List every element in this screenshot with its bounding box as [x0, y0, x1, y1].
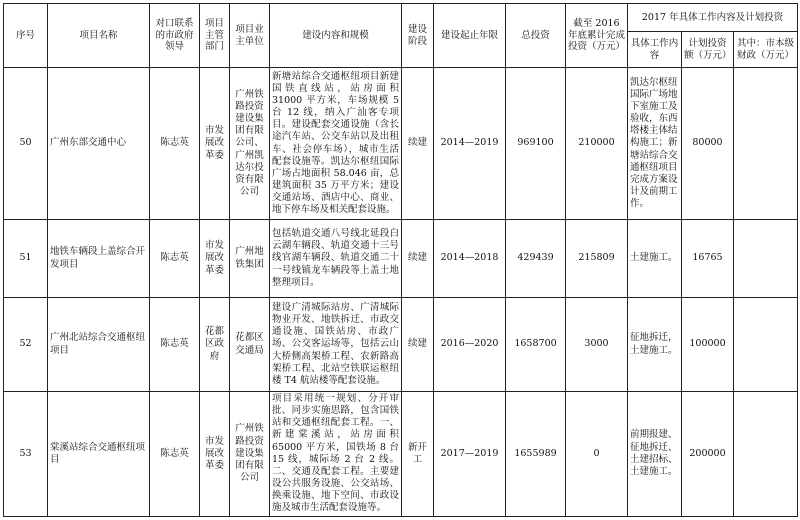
header-plan-group: 2017 年具体工作内容及计划投资: [628, 4, 798, 32]
cell-dept: 市发展改革委: [200, 392, 230, 517]
cell-dept: 花都区政府: [200, 298, 230, 392]
cell-name: 棠溪站综合交通枢纽项目: [48, 392, 150, 517]
cell-owner: 花都区交通局: [230, 298, 270, 392]
cell-name: 广州东部交通中心: [48, 68, 150, 220]
header-plan: 计划投资额（万元）: [682, 32, 734, 68]
cell-owner: 广州地铁集团: [230, 220, 270, 298]
header-row-top: [4, 4, 798, 32]
header-dept: 项目主管部门: [200, 4, 230, 68]
header-content: 建设内容和规模: [270, 4, 402, 68]
project-table: [3, 3, 798, 517]
cell-stage: 续建: [402, 68, 434, 220]
cell-leader: 陈志英: [150, 220, 200, 298]
cell-total: 1655989: [506, 392, 566, 517]
cell-leader: 陈志英: [150, 68, 200, 220]
cell-plan: 16765: [682, 220, 734, 298]
cell-owner: 广州铁路投资建设集团有限公司、广州凯达尔投资有限公司: [230, 68, 270, 220]
cell-leader: 陈志英: [150, 392, 200, 517]
cell-city: [734, 392, 798, 517]
cell-cumulative: 215809: [566, 220, 628, 298]
cell-owner: 广州铁路投资建设集团有限公司: [230, 392, 270, 517]
table-row: [4, 392, 798, 517]
cell-plan: 80000: [682, 68, 734, 220]
header-owner: 项目业主单位: [230, 4, 270, 68]
cell-city: [734, 298, 798, 392]
header-name: 项目名称: [48, 4, 150, 68]
cell-stage: 续建: [402, 220, 434, 298]
header-work: 具体工作内容: [628, 32, 682, 68]
cell-content: 项目采用统一规划、分开审批、同步实施思路，包含国铁站和交通枢纽配套工程。一、新建棠溪站，站房面积 65000 平方米，国铁场 8 台 15 线，城际场 2 台 2 线。二、交通及配套工程。主要建设公共服务设施、公交站场、换乘设施、地下空间、市政设施及城市生活配套设施等。: [270, 392, 402, 517]
cell-work: 土建施工。: [628, 220, 682, 298]
table-row: [4, 298, 798, 392]
cell-dept: 市发展改革委: [200, 68, 230, 220]
cell-name: 广州北站综合交通枢纽项目: [48, 298, 150, 392]
cell-plan: 100000: [682, 298, 734, 392]
cell-cumulative: 210000: [566, 68, 628, 220]
cell-name: 地铁车辆段上盖综合开发项目: [48, 220, 150, 298]
cell-city: [734, 220, 798, 298]
cell-period: 2014—2018: [434, 220, 506, 298]
cell-period: 2014—2019: [434, 68, 506, 220]
cell-total: 1658700: [506, 298, 566, 392]
header-city: 其中：市本级财政（万元）: [734, 32, 798, 68]
cell-content: 新塘站综合交通枢纽项目新建国铁直线站，站房面积 31000 平方米，车场规模 5 台 12 线，纳入广汕客专项目。建设配套交通设施（含长途汽车站、公交车站以及出租车、社会停车场），城市生活配套设施等。凯达尔枢纽国际广场占地面积 58.046 亩，总建筑面积 35 万平方米；建设交通站场、酒店中心、商业、地下停车场及相关配套设施。: [270, 68, 402, 220]
header-seq: 序号: [4, 4, 48, 68]
table-row: [4, 68, 798, 220]
cell-period: 2017—2019: [434, 392, 506, 517]
cell-period: 2016—2020: [434, 298, 506, 392]
header-leader: 对口联系的市政府领导: [150, 4, 200, 68]
cell-work: 征地拆迁，土建施工。: [628, 298, 682, 392]
cell-cumulative: 3000: [566, 298, 628, 392]
cell-total: 969100: [506, 68, 566, 220]
cell-stage: 新开工: [402, 392, 434, 517]
cell-work: 前期报建、征地拆迁、土建招标、土建施工。: [628, 392, 682, 517]
cell-cumulative: 0: [566, 392, 628, 517]
cell-leader: 陈志英: [150, 298, 200, 392]
cell-seq: 51: [4, 220, 48, 298]
header-total: 总投资: [506, 4, 566, 68]
header-period: 建设起止年限: [434, 4, 506, 68]
cell-dept: 市发展改革委: [200, 220, 230, 298]
cell-seq: 50: [4, 68, 48, 220]
cell-content: 包括轨道交通八号线北延段白云湖车辆段、轨道交通十三号线官湖车辆段、轨道交通二十一号线镇龙车辆段等上盖土地整理项目。: [270, 220, 402, 298]
cell-seq: 53: [4, 392, 48, 517]
cell-city: [734, 68, 798, 220]
cell-stage: 续建: [402, 298, 434, 392]
cell-seq: 52: [4, 298, 48, 392]
cell-plan: 200000: [682, 392, 734, 517]
cell-content: 建设广清城际站房、广清城际物业开发、地铁拆迁、市政交通设施、国铁站房、市政广场、公交客运场等，包括云山大桥侧高架桥工程、农新路高架桥工程、北站空铁联运枢纽楼 T4 航站楼等配套设施。: [270, 298, 402, 392]
table-row: [4, 220, 798, 298]
cell-total: 429439: [506, 220, 566, 298]
header-stage: 建设阶段: [402, 4, 434, 68]
cell-work: 凯达尔枢纽国际广场地下室施工及验收，东西塔楼主体结构施工；新塘站综合交通枢纽项目完成方案设计及前期工作。: [628, 68, 682, 220]
header-cumulative: 截至 2016 年底累计完成投资（万元）: [566, 4, 628, 68]
